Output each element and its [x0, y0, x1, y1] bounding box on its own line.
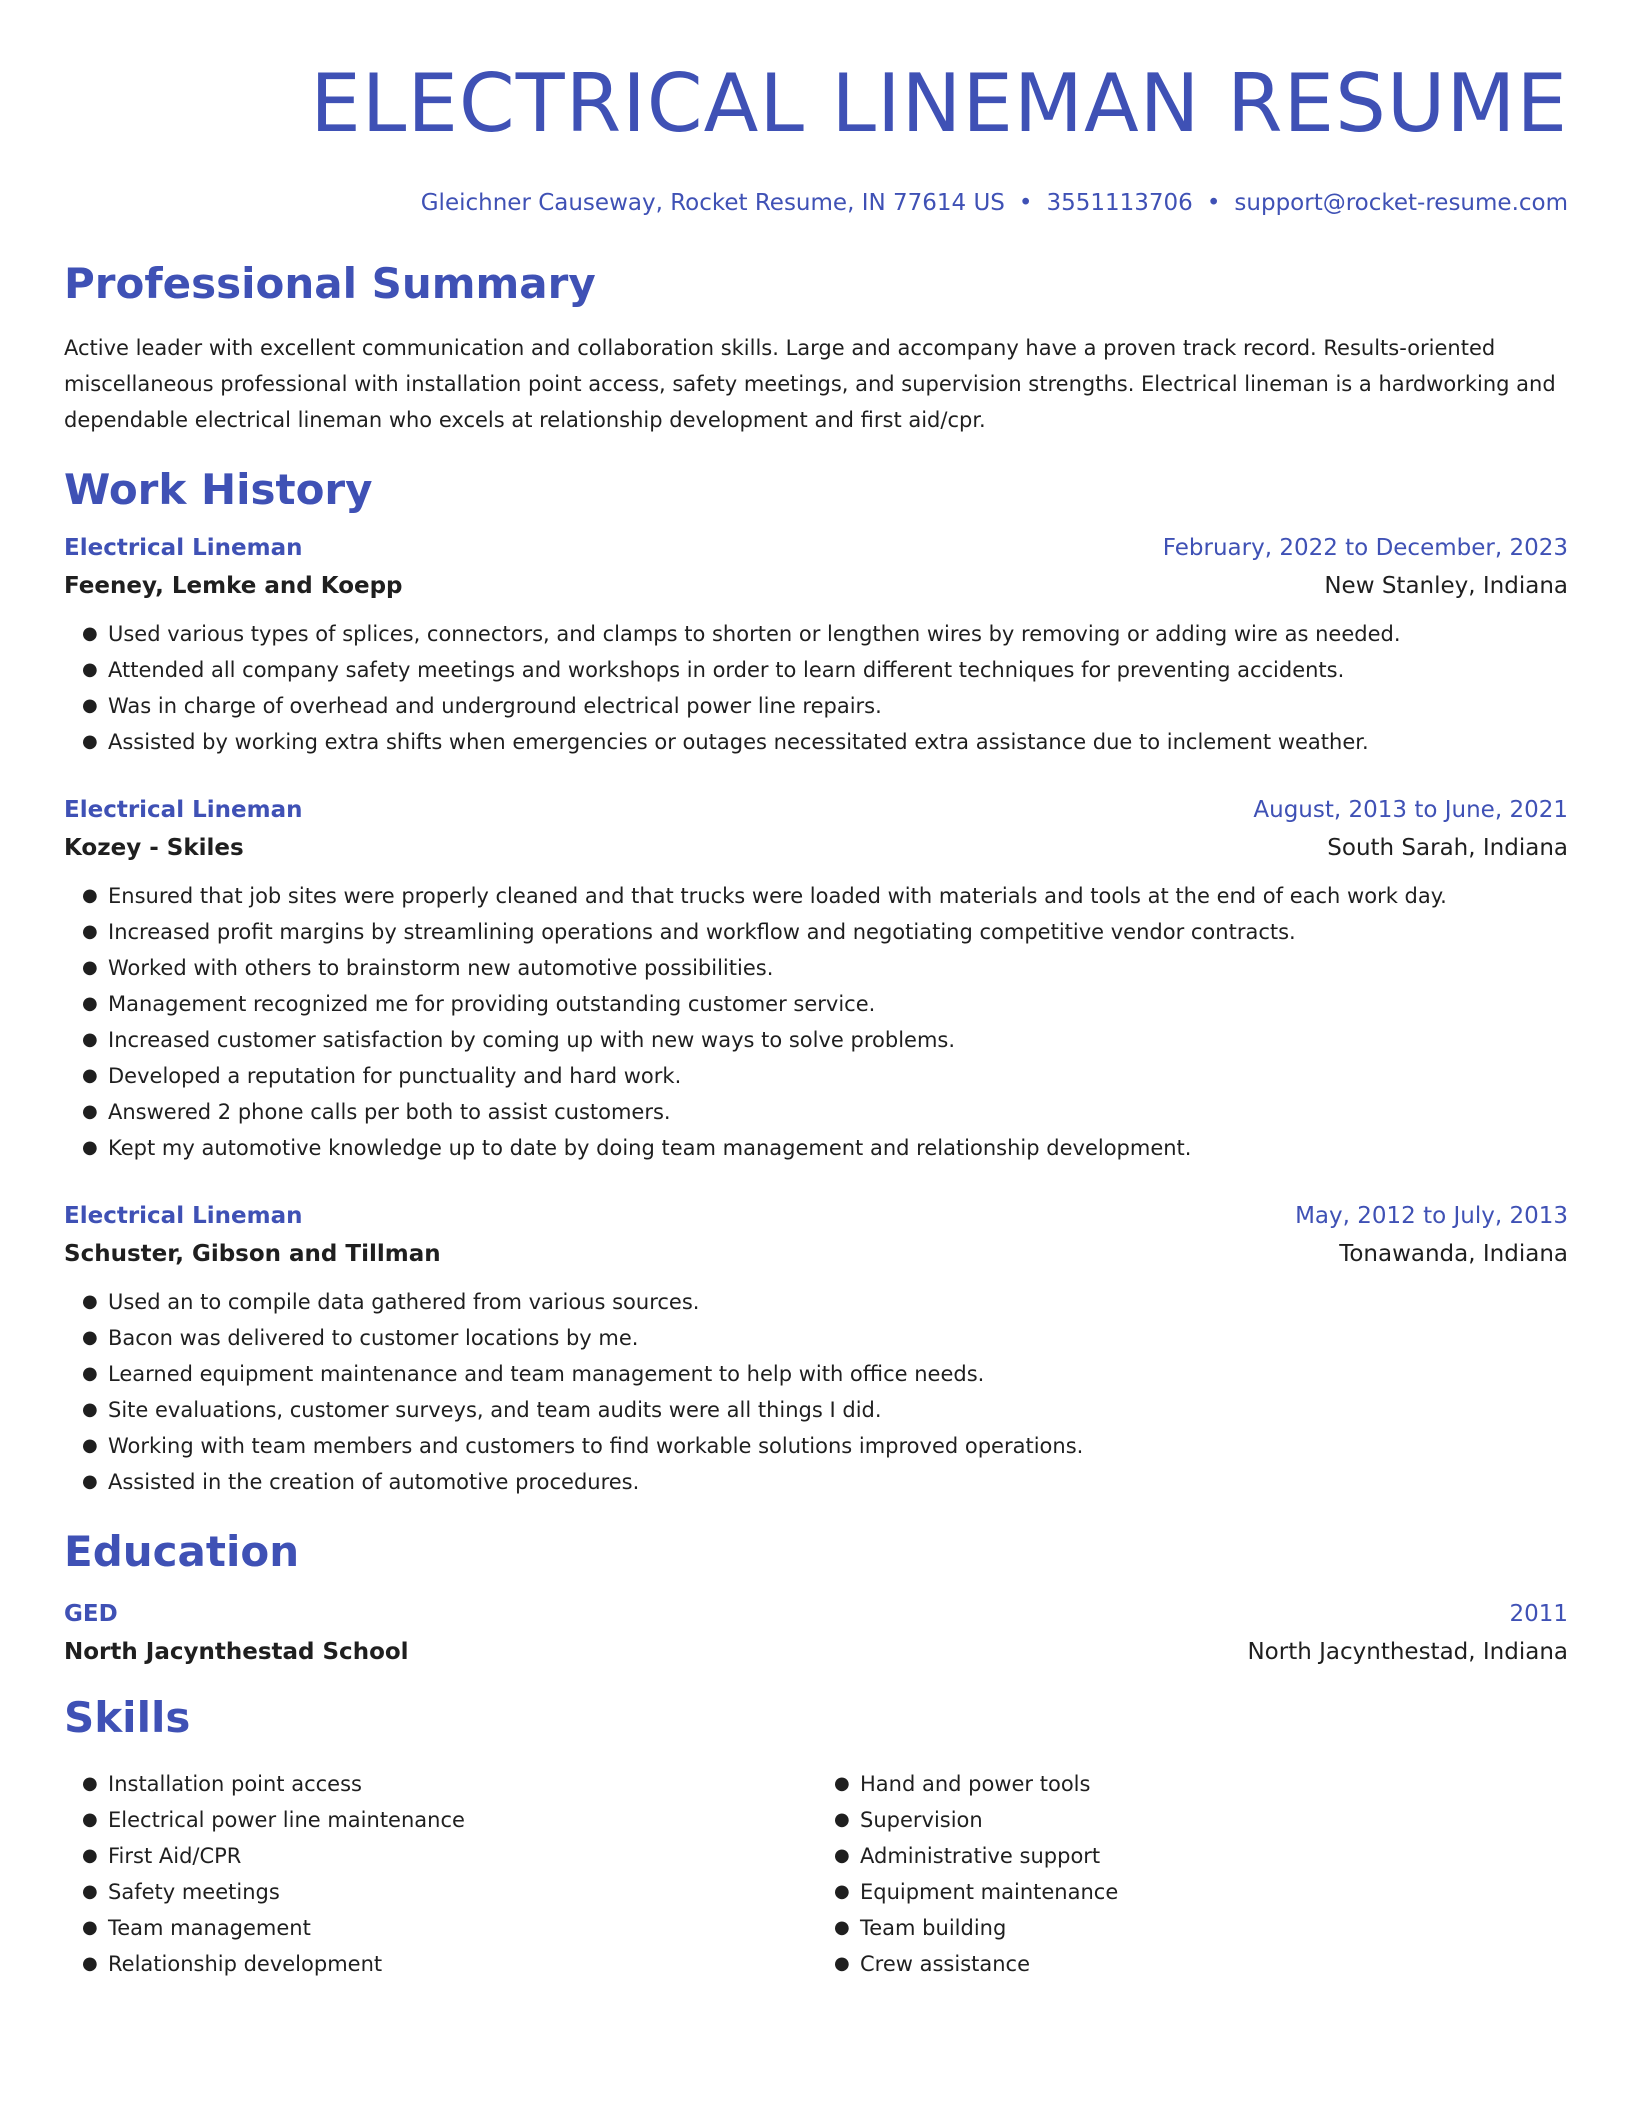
skills-column-right	[816, 1766, 1568, 1982]
job-entry	[64, 532, 1568, 760]
section-heading-work-history: Work History	[64, 465, 373, 514]
job-location: New Stanley, Indiana	[1324, 573, 1568, 599]
bullet-icon: ●	[82, 957, 98, 978]
bullet-icon: ●	[82, 993, 98, 1014]
separator-dot: •	[1018, 190, 1033, 216]
list-item	[82, 724, 1568, 760]
bullet-icon: ●	[82, 1881, 98, 1902]
skills-list	[64, 1766, 1568, 1982]
list-item-text: Site evaluations, customer surveys, and team audits were all things I did.	[108, 1398, 882, 1422]
list-item-text: Bacon was delivered to customer locations by me.	[108, 1326, 639, 1350]
list-item	[82, 1838, 816, 1874]
bullet-icon: ●	[82, 623, 98, 644]
list-item-text: Management recognized me for providing outstanding customer service.	[108, 992, 876, 1016]
job-header-row	[64, 794, 1568, 826]
list-item	[834, 1802, 1568, 1838]
list-item-text: Used an to compile data gathered from various sources.	[108, 1290, 700, 1314]
bullet-icon: ●	[82, 1773, 98, 1794]
list-item	[82, 986, 1568, 1022]
list-item-text: Was in charge of overhead and underground electrical power line repairs.	[108, 694, 882, 718]
separator-dot: •	[1206, 190, 1221, 216]
list-item-text: First Aid/CPR	[108, 1844, 242, 1868]
list-item-text: Relationship development	[108, 1952, 383, 1976]
job-dates: February, 2022 to December, 2023	[1162, 535, 1568, 561]
list-item-text: Installation point access	[108, 1772, 362, 1796]
bullet-icon: ●	[82, 1101, 98, 1122]
education-year: 2011	[1509, 1601, 1568, 1627]
list-item	[82, 1802, 816, 1838]
job-company-row	[64, 826, 1568, 864]
bullet-icon: ●	[82, 1471, 98, 1492]
list-item	[82, 1130, 1568, 1166]
list-item-text: Working with team members and customers to find workable solutions improved operations.	[108, 1434, 1084, 1458]
list-item	[82, 1356, 1568, 1392]
list-item-text: Supervision	[860, 1808, 983, 1832]
list-item	[82, 1766, 816, 1802]
bullet-icon: ●	[82, 1917, 98, 1938]
bullet-icon: ●	[82, 1953, 98, 1974]
bullet-icon: ●	[82, 1029, 98, 1050]
bullet-icon: ●	[834, 1845, 850, 1866]
resume-title: ELECTRICAL LINEMAN RESUME	[310, 57, 1568, 150]
list-item-text: Answered 2 phone calls per both to assist customers.	[108, 1100, 671, 1124]
summary-text: Active leader with excellent communication and collaboration skills. Large and accompany have a proven track record. Results-oriented miscellaneous professional with installation point access, safety meetings, and supervision strengths. Electrical lineman is a hardworking and dependable electrical lineman who excels at relationship development and first aid/cpr.	[64, 336, 1556, 432]
list-item	[834, 1946, 1568, 1982]
list-item	[82, 1464, 1568, 1500]
list-item-text: Assisted in the creation of automotive procedures.	[108, 1470, 640, 1494]
list-item-text: Used various types of splices, connectors, and clamps to shorten or lengthen wires by removing or adding wire as needed.	[108, 622, 1401, 646]
job-company-row	[64, 564, 1568, 602]
job-entry	[64, 1200, 1568, 1500]
list-item-text: Team building	[860, 1916, 1007, 1940]
bullet-icon: ●	[82, 1065, 98, 1086]
list-item-text: Safety meetings	[108, 1880, 280, 1904]
list-item	[834, 1838, 1568, 1874]
job-dates: May, 2012 to July, 2013	[1295, 1203, 1568, 1229]
education-degree: GED	[64, 1601, 118, 1627]
job-title: Electrical Lineman	[64, 535, 303, 561]
job-bullets	[64, 878, 1568, 1166]
list-item-text: Worked with others to brainstorm new automotive possibilities.	[108, 956, 774, 980]
job-company: Schuster, Gibson and Tillman	[64, 1241, 441, 1267]
bullet-icon: ●	[834, 1773, 850, 1794]
contact-email: support@rocket-resume.com	[1234, 190, 1568, 216]
bullet-icon: ●	[82, 921, 98, 942]
job-title: Electrical Lineman	[64, 1203, 303, 1229]
education-location: North Jacynthestad, Indiana	[1247, 1639, 1568, 1665]
list-item-text: Learned equipment maintenance and team management to help with office needs.	[108, 1362, 985, 1386]
bullet-icon: ●	[834, 1881, 850, 1902]
list-item	[834, 1874, 1568, 1910]
job-bullets	[64, 616, 1568, 760]
job-company-row	[64, 1232, 1568, 1270]
job-bullets	[64, 1284, 1568, 1500]
list-item-text: Kept my automotive knowledge up to date by doing team management and relationship development.	[108, 1136, 1192, 1160]
job-location: Tonawanda, Indiana	[1339, 1241, 1568, 1267]
job-location: South Sarah, Indiana	[1327, 835, 1568, 861]
list-item	[82, 1392, 1568, 1428]
list-item	[834, 1766, 1568, 1802]
list-item-text: Hand and power tools	[860, 1772, 1091, 1796]
bullet-icon: ●	[82, 659, 98, 680]
list-item	[82, 1284, 1568, 1320]
education-school: North Jacynthestad School	[64, 1639, 409, 1665]
list-item	[82, 878, 1568, 914]
list-item-text: Assisted by working extra shifts when emergencies or outages necessitated extra assistance due to inclement weather.	[108, 730, 1369, 754]
bullet-icon: ●	[834, 1809, 850, 1830]
list-item	[82, 1320, 1568, 1356]
bullet-icon: ●	[82, 885, 98, 906]
bullet-icon: ●	[82, 1363, 98, 1384]
work-history-list	[64, 532, 1568, 1500]
list-item	[82, 1022, 1568, 1058]
list-item-text: Developed a reputation for punctuality and hard work.	[108, 1064, 682, 1088]
bullet-icon: ●	[82, 695, 98, 716]
list-item-text: Administrative support	[860, 1844, 1101, 1868]
list-item	[82, 950, 1568, 986]
list-item	[834, 1910, 1568, 1946]
list-item	[82, 914, 1568, 950]
list-item	[82, 616, 1568, 652]
job-dates: August, 2013 to June, 2021	[1253, 797, 1568, 823]
section-heading-skills: Skills	[64, 1693, 191, 1742]
job-entry	[64, 794, 1568, 1166]
contact-line	[64, 188, 1568, 218]
list-item-text: Team management	[108, 1916, 311, 1940]
list-item	[82, 1946, 816, 1982]
list-item-text: Crew assistance	[860, 1952, 1031, 1976]
job-header-row	[64, 1200, 1568, 1232]
bullet-icon: ●	[82, 1291, 98, 1312]
list-item-text: Attended all company safety meetings and workshops in order to learn different techniques for preventing accidents.	[108, 658, 1345, 682]
job-title: Electrical Lineman	[64, 797, 303, 823]
section-heading-summary: Professional Summary	[64, 259, 596, 308]
job-header-row	[64, 532, 1568, 564]
list-item-text: Ensured that job sites were properly cleaned and that trucks were loaded with materials and tools at the end of each work day.	[108, 884, 1447, 908]
section-heading-education: Education	[64, 1527, 300, 1576]
list-item	[82, 1910, 816, 1946]
bullet-icon: ●	[82, 731, 98, 752]
bullet-icon: ●	[82, 1137, 98, 1158]
contact-phone: 3551113706	[1046, 190, 1193, 216]
bullet-icon: ●	[82, 1399, 98, 1420]
bullet-icon: ●	[82, 1435, 98, 1456]
bullet-icon: ●	[82, 1809, 98, 1830]
job-company: Feeney, Lemke and Koepp	[64, 573, 403, 599]
list-item-text: Increased customer satisfaction by coming up with new ways to solve problems.	[108, 1028, 956, 1052]
bullet-icon: ●	[834, 1953, 850, 1974]
list-item	[82, 1874, 816, 1910]
skills-column-left	[64, 1766, 816, 1982]
education-entry	[64, 1598, 1568, 1668]
bullet-icon: ●	[82, 1845, 98, 1866]
list-item	[82, 1094, 1568, 1130]
bullet-icon: ●	[82, 1327, 98, 1348]
bullet-icon: ●	[834, 1917, 850, 1938]
list-item-text: Equipment maintenance	[860, 1880, 1119, 1904]
list-item-text: Increased profit margins by streamlining operations and workflow and negotiating competitive vendor contracts.	[108, 920, 1296, 944]
contact-address: Gleichner Causeway, Rocket Resume, IN 77614 US	[420, 190, 1005, 216]
list-item	[82, 1058, 1568, 1094]
list-item	[82, 688, 1568, 724]
list-item	[82, 1428, 1568, 1464]
job-company: Kozey - Skiles	[64, 835, 244, 861]
list-item-text: Electrical power line maintenance	[108, 1808, 465, 1832]
list-item	[82, 652, 1568, 688]
